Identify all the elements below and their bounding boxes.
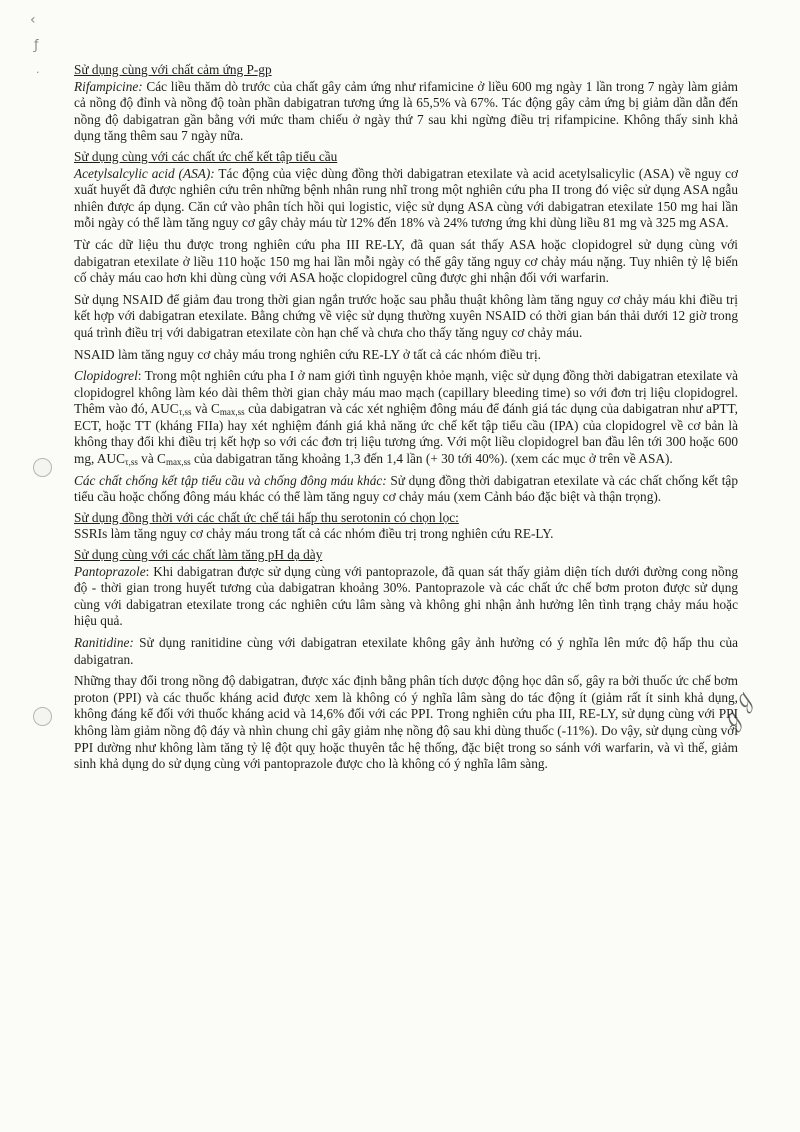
- scan-mark-top: ‹: [30, 12, 36, 28]
- paragraph-term: Acetylsalcylic acid (ASA):: [74, 165, 215, 181]
- section-heading: Sử dụng cùng với chất cảm ứng P-gp: [74, 62, 272, 77]
- paragraph: [74, 166, 738, 232]
- paragraph-text: Từ các dữ liệu thu được trong nghiên cứu pha III RE-LY, đã quan sát thấy ASA hoặc clopidogrel sử dụng cùng với dabigatran etexilate ở liều 110 hoặc 150 mg hai lần mỗi ngày có thể gây tăng nguy cơ chảy máu nặng. Tuy nhiên tỷ lệ biến cố chảy máu cao hơn khi dùng cùng với ASA hoặc clopidogrel cũng được ghi nhận đối với warfarin.: [74, 236, 738, 286]
- section-heading: Sử dụng cùng với các chất làm tăng pH dạ dày: [74, 547, 323, 563]
- paragraph-text: và C: [137, 451, 166, 467]
- punch-hole-upper: [33, 458, 52, 477]
- paragraph-text: Sử dụng đồng thời dabigatran etexilate và các chất chống kết tập tiểu cầu hoặc chống đông máu khác có thể làm tăng nguy cơ chảy máu (xem Cảnh báo đặc biệt và thận trọng).: [74, 472, 738, 505]
- subscript: τ,ss: [178, 407, 192, 418]
- subscript: τ,ss: [124, 457, 138, 468]
- paragraph-text: SSRIs làm tăng nguy cơ chảy máu trong tất cả các nhóm điều trị trong nghiên cứu RE-LY.: [74, 526, 554, 542]
- paragraph-term: Các chất chống kết tập tiểu cầu và chống đông máu khác:: [74, 472, 387, 488]
- paragraph-term: Rifampicine:: [74, 78, 143, 94]
- handwritten-initials-signature: ℊℊ: [715, 686, 760, 737]
- paragraph-term: Pantoprazole: [74, 563, 146, 579]
- paragraph-term: Ranitidine:: [74, 635, 134, 650]
- punch-hole-lower: [33, 707, 52, 726]
- paragraph-text: NSAID làm tăng nguy cơ chảy máu trong nghiên cứu RE-LY ở tất cả các nhóm điều trị.: [74, 346, 541, 362]
- paragraph-text: Tác động của việc dùng đồng thời dabigatran etexilate và acid acetylsalicylic (ASA) về nguy cơ xuất huyết đã được nghiên cứu trên những bệnh nhân rung nhĩ trong một nghiên cứu pha II trong đó việc sử dụng ASA ngẫu nhiên được áp dụng. Căn cứ vào phân tích hồi qui logistic, việc sử dụng ASA cùng với dabigatran etexilate 150 mg hai lần mỗi ngày có thể làm tăng nguy cơ gây chảy máu từ 12% đến 18% và 24% tương ứng khi dùng liều 81 mg và 325 mg ASA.: [74, 165, 739, 231]
- paragraph: [74, 635, 738, 668]
- paragraph-text: của dabigatran và các xét nghiệm đông máu để đánh giá tác dụng của dabigatran như aPTT, ECT, hoặc TT (kháng FIIa) hay xét nghiệm đánh giá khả năng ức chế kết tập tiểu cầu (IPA) của clopidogrel về cơ bản là không thay đổi khi điều trị kết hợp so với các đơn trị liệu tương ứng. Với một liều clopidogrel ban đầu lên tới 300 hoặc 600 mg, AUC: [74, 401, 738, 467]
- paragraph-text: Sử dụng ranitidine cùng với dabigatran etexilate không gây ảnh hưởng có ý nghĩa lên mức độ hấp thu của dabigatran.: [74, 635, 738, 667]
- subscript: max,ss: [219, 407, 245, 418]
- paragraph-text: Sử dụng NSAID để giảm đau trong thời gian ngắn trước hoặc sau phẫu thuật không làm tăng nguy cơ chảy máu khi điều trị kết hợp với dabigatran etexilate. Bằng chứng về việc sử dụng thường xuyên NSAID có thời gian bán thải dưới 12 giờ trong quá trình điều trị với dabigatran etexilate còn hạn chế và chưa cho thấy tăng nguy cơ chảy máu.: [74, 291, 738, 340]
- subscript: max,ss: [165, 457, 191, 468]
- scan-mark-mid: ƒ: [34, 38, 39, 53]
- paragraph-text: của dabigatran tăng khoảng 1,3 đến 1,4 lần (+ 30 tới 40%). (xem các mục ở trên về ASA).: [190, 451, 673, 467]
- paragraph: [74, 673, 738, 773]
- paragraph-text: Các liều thăm dò trước của chất gây cảm ứng như rifamicine ở liều 600 mg ngày 1 lần trong 7 ngày làm giảm cả nồng độ đỉnh và nồng độ toàn phần dabigatran tương ứng là 65,5% và 67%. Tác động gây cảm ứng bị giảm dần dẫn đến nồng độ dabigatran gần bằng với mức tham chiếu ở ngày thứ 7 sau khi ngừng điều trị rifampicine. Không thấy sinh khả dụng tăng thêm sau 7 ngày nữa.: [74, 78, 738, 144]
- paragraph: [74, 526, 738, 543]
- paragraph-text: : Khi dabigatran được sử dụng cùng với pantoprazole, đã quan sát thấy giảm diện tích dưới đường cong nồng độ - thời gian trong huyết tương của dabigatran khoảng 30%. Pantoprazole và các chất ức chế bơm proton được sử dụng cùng với dabigatran etexilate trong các nghiên cứu lâm sàng và không ghi nhận ảnh hưởng lên tình trạng chảy máu hoặc hiệu quả.: [74, 563, 738, 629]
- paragraph: [74, 237, 738, 287]
- paragraph: [74, 347, 738, 364]
- paragraph-text: : Trong một nghiên cứu pha I ở nam giới tình nguyện khỏe mạnh, việc sử dụng đồng thời dabigatran etexilate và clopidogrel không làm kéo dài thêm thời gian chảy máu mao mạch (capillary bleeding time) so với đơn trị liệu clopidogrel. Thêm vào đó, AUC: [74, 368, 738, 417]
- paragraph: [74, 79, 738, 145]
- paragraph: [74, 473, 738, 506]
- paragraph: [74, 368, 738, 468]
- scan-mark-low: ·: [36, 66, 40, 79]
- paragraph-text: Những thay đổi trong nồng độ dabigatran, được xác định bằng phân tích dược động học dân số, gây ra bởi thuốc ức chế bơm proton (PPI) và các thuốc kháng acid được xem là không có ý nghĩa lâm sàng do tác động ít (giảm rất ít sinh khả dụng, không đáng kể đối với thuốc kháng acid và 14,6% đối với các PPI. Trong nghiên cứu pha III, RE-LY, sử dụng cùng với PPI không làm giảm nồng độ đáy và nhìn chung chỉ gây giảm nhẹ nồng độ sau khi dùng thuốc (-11%). Do vậy, sử dụng cùng với PPI dường như không làm tăng tỷ lệ đột quỵ hoặc thuyên tắc hệ thống, đặc biệt trong so sánh với warfarin, và vì thế, giảm sinh khả dụng do sử dụng cùng với pantoprazole được cho là không có ý nghĩa lâm sàng.: [74, 673, 738, 772]
- paragraph: [74, 564, 738, 630]
- section-heading: Sử dụng cùng với các chất ức chế kết tập tiểu cầu: [74, 148, 338, 164]
- document-page: [74, 62, 738, 773]
- paragraph-text: và C: [191, 401, 220, 417]
- paragraph-term: Clopidogrel: [74, 368, 138, 384]
- section-heading: Sử dụng đồng thời với các chất ức chế tái hấp thu serotonin có chọn lọc:: [74, 509, 459, 525]
- paragraph: [74, 292, 738, 342]
